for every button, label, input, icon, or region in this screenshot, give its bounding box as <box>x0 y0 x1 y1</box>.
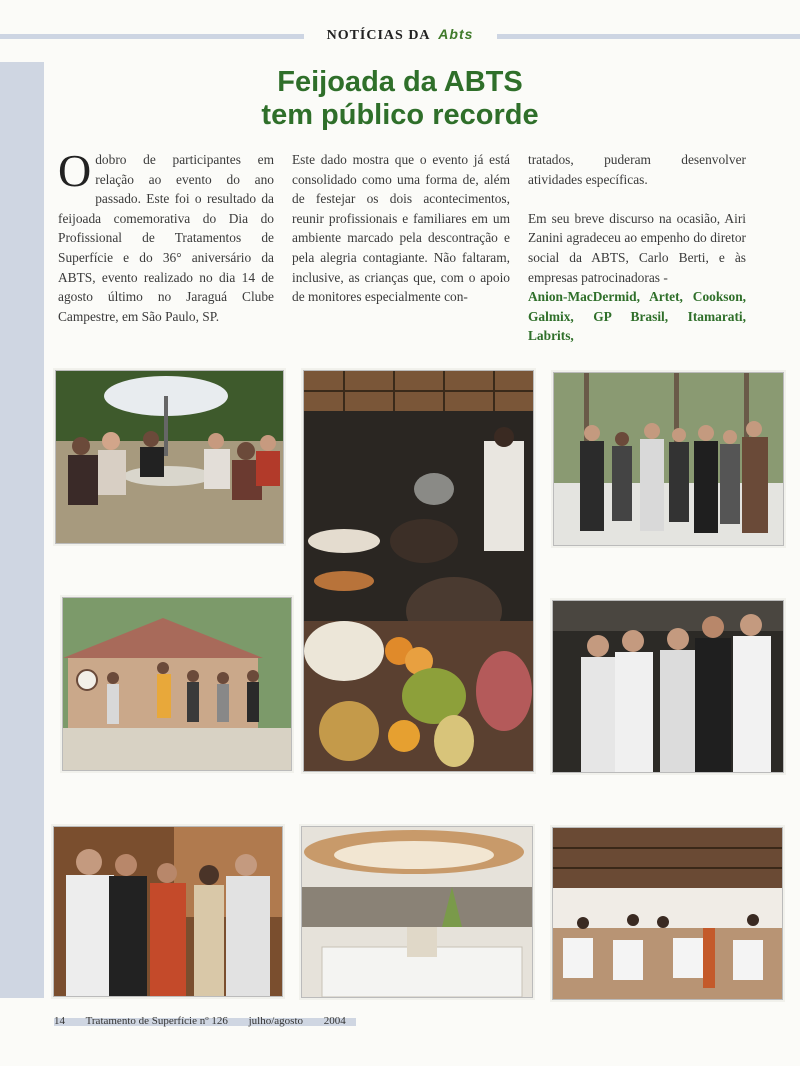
photo-group-outdoor <box>553 372 784 546</box>
section-header <box>300 26 500 44</box>
photo-kiosk-crowd <box>62 597 292 771</box>
issue-period: julho/agosto <box>248 1015 304 1027</box>
title-line-1: Feijoada da ABTS <box>277 66 523 98</box>
header-rule-right <box>497 34 800 39</box>
column-2-text: Este dado mostra que o evento já está consolidado como uma forma de, além de festejar os dois acontecimentos, reunir profissionais e familiares em um ambiente marcado pela descontração e pela alegria contagiante. Não faltaram, inclusive, as crianças que, com o apoio de monitores especialmente con- <box>292 152 510 305</box>
drop-cap: O <box>58 145 92 196</box>
column-1-text: dobro de participantes em relação ao evento do ano passado. Este foi o resultado da feijoada comemorativa do Dia do Profissional de Tratamentos de Superfície e do 36° aniversário da ABTS, evento realizado no dia 14 de agosto último no Jaraguá Clube Campestre, em São Paulo, SP. <box>58 152 274 324</box>
page-number: 14 <box>54 1015 65 1027</box>
section-label: NOTÍCIAS DA <box>326 28 430 43</box>
photo-guests-indoor <box>53 826 283 997</box>
article-column-3 <box>528 150 746 346</box>
column-3-text-2: Em seu breve discurso na ocasião, Airi Zanini agradeceu ao empenho do diretor social da ABTS, Carlo Berti, e às empresas patrocinadoras - <box>528 210 746 285</box>
article-title <box>200 66 600 132</box>
column-3-text-1: tratados, puderam desenvolver atividades específicas. <box>528 152 746 187</box>
article-column-1 <box>58 145 274 326</box>
magazine-name: Tratamento de Superfície nº 126 <box>85 1015 228 1027</box>
header-rule-left <box>0 34 304 39</box>
photo-men-group <box>552 600 784 773</box>
page-footer <box>54 1015 364 1027</box>
photo-dining-hall <box>552 827 783 1000</box>
photo-buffet-food <box>303 370 534 772</box>
abts-logo: Abts <box>438 26 474 42</box>
sponsor-list: Anion-MacDermid, Artet, Cookson, Galmix, GP Brasil, Itamarati, Labrits, <box>528 289 746 344</box>
left-margin-bar <box>0 62 44 998</box>
photo-guests-at-table <box>55 370 284 544</box>
article-column-2 <box>292 150 510 307</box>
issue-year: 2004 <box>323 1015 346 1027</box>
photo-buffet-hall <box>301 826 533 998</box>
title-line-2: tem público recorde <box>261 99 539 131</box>
